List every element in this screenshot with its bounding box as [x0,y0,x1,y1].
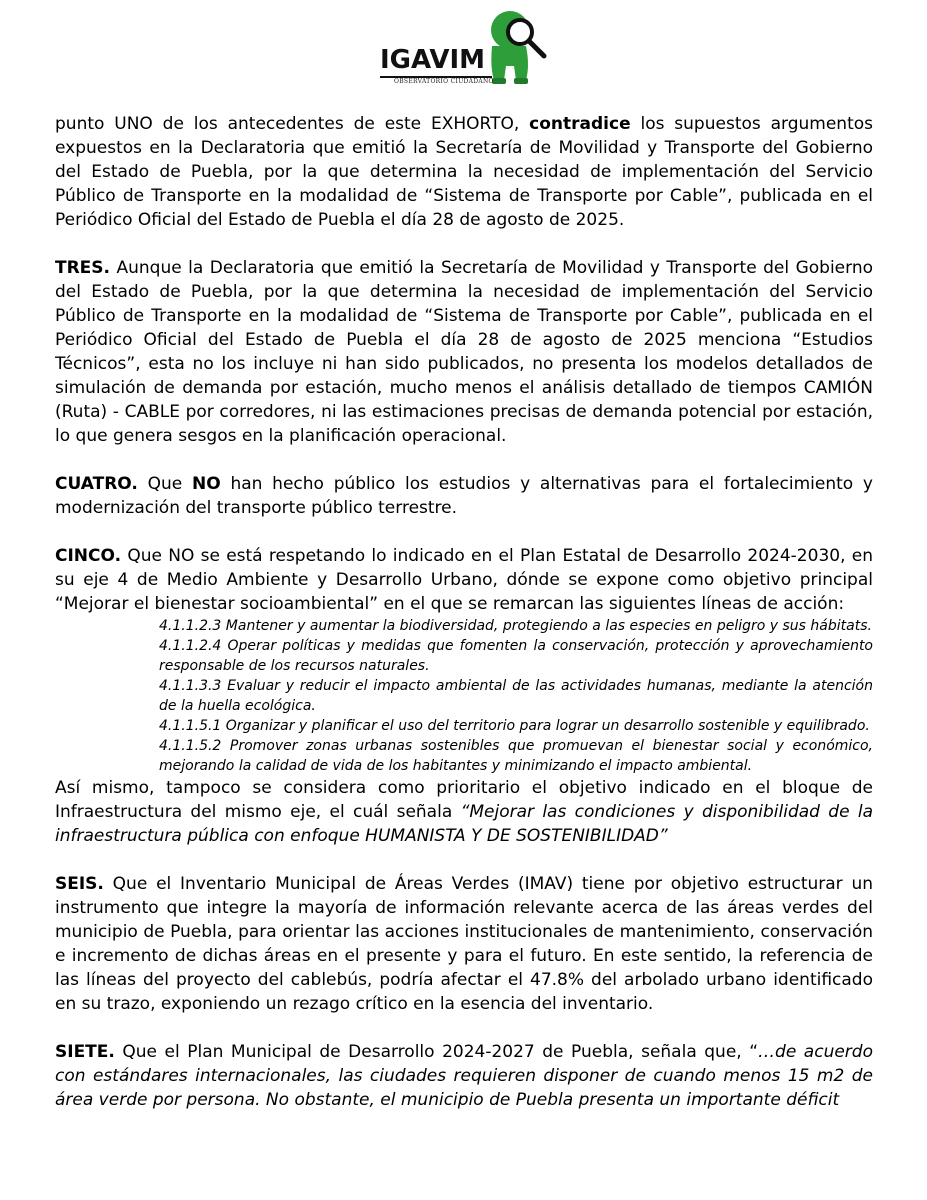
action-line-item: 4.1.1.2.4 Operar políticas y medidas que fomenten la conservación, protección y aprovechamiento responsable de los recursos naturales. [159,638,873,674]
paragraph-label: CUATRO. [55,474,138,494]
paragraph-seis: SEIS. Que el Inventario Municipal de Áreas Verdes (IMAV) tiene por objetivo estructurar un instrumento que integre la mayoría de información relevante acerca de las áreas verdes del municipio de Puebla, para orientar las acciones institucionales de mantenimiento, conservación e incremento de dichas áreas en el presente y para el futuro. En este sentido, la referencia de las líneas del proyecto del cablebús, podría afectar el 47.8% del arbolado urbano identificado en su trazo, exponiendo un rezago crítico en la esencia del inventario. [55,874,873,1014]
document-body [55,112,873,1112]
paragraph-siete: SIETE. Que el Plan Municipal de Desarrollo 2024-2027 de Puebla, señala que, “…de acuerdo con estándares internacionales, las ciudades requieren disponer de cuando menos 15 m2 de área verde por persona. No obstante, el municipio de Puebla presenta un importante déficit [55,1042,873,1110]
logo-subtitle: OBSERVATORIO CIUDADANO [394,78,494,85]
logo-name: IGAVIM [380,45,486,75]
logo [378,6,550,86]
action-lines-list [159,616,873,776]
paragraph-label: CINCO. [55,546,122,566]
action-line-item: 4.1.1.3.3 Evaluar y reducir el impacto ambiental de las actividades humanas, mediante la atención de la huella ecológica. [159,678,873,714]
paragraph-cuatro: CUATRO. Que NO han hecho público los estudios y alternativas para el fortalecimiento y modernización del transporte público terrestre. [55,474,873,518]
action-line-item: 4.1.1.2.3 Mantener y aumentar la biodiversidad, protegiendo a las especies en peligro y sus hábitats. [159,618,872,634]
paragraph-cinco: CINCO. Que NO se está respetando lo indicado en el Plan Estatal de Desarrollo 2024-2030, en su eje 4 de Medio Ambiente y Desarrollo Urbano, dónde se expone como objetivo principal “Mejorar el bienestar socioambiental” en el que se remarcan las siguientes líneas de acción: [55,546,873,614]
action-line-item: 4.1.1.5.1 Organizar y planificar el uso del territorio para lograr un desarrollo sostenible y equilibrado. [159,718,870,734]
paragraph-uno-continuation: punto UNO de los antecedentes de este EXHORTO, contradice los supuestos argumentos expuestos en la Declaratoria que emitió la Secretaría de Movilidad y Transporte del Gobierno del Estado de Puebla, por la que determina la necesidad de implementación del Servicio Público de Transporte en la modalidad de “Sistema de Transporte por Cable”, publicada en el Periódico Oficial del Estado de Puebla el día 28 de agosto de 2025. [55,114,873,230]
paragraph-label: SEIS. [55,874,104,894]
paragraph-label: TRES. [55,258,111,278]
paragraph-cinco-continuation: Así mismo, tampoco se considera como prioritario el objetivo indicado en el bloque de Infraestructura del mismo eje, el cuál señala “Mejorar las condiciones y disponibilidad de la infraestructura pública con enfoque HUMANISTA Y DE SOSTENIBILIDAD” [55,778,873,846]
action-line-item: 4.1.1.5.2 Promover zonas urbanas sostenibles que promuevan el bienestar social y económico, mejorando la calidad de vida de los habitantes y minimizando el impacto ambiental. [159,738,873,774]
paragraph-label: SIETE. [55,1042,115,1062]
paragraph-tres: TRES. Aunque la Declaratoria que emitió la Secretaría de Movilidad y Transporte del Gobierno del Estado de Puebla, por la que determina la necesidad de implementación del Servicio Público de Transporte en la modalidad de “Sistema de Transporte por Cable”, publicada en el Periódico Oficial del Estado de Puebla el día 28 de agosto de 2025 menciona “Estudios Técnicos”, esta no los incluye ni han sido publicados, no presenta los modelos detallados de simulación de demanda por estación, mucho menos el análisis detallado de tiempos CAMIÓN (Ruta) - CABLE por corredores, ni las estimaciones precisas de demanda potencial por estación, lo que genera sesgos en la planificación operacional. [55,258,873,446]
